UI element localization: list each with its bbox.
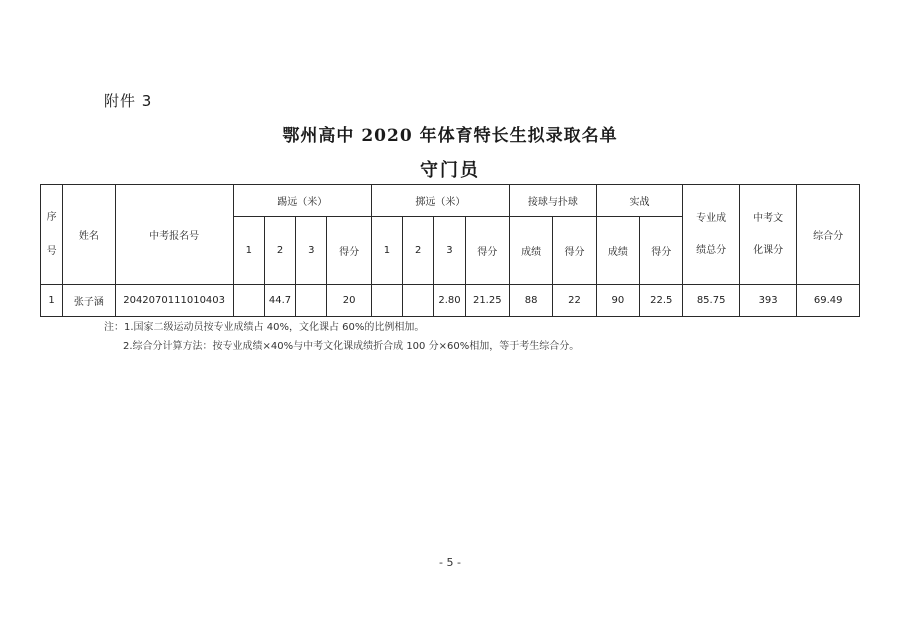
exam-no-cell: 2042070111010403 <box>115 285 233 317</box>
throw-3-header: 3 <box>434 217 465 285</box>
culture-cell: 393 <box>739 285 796 317</box>
note-2: 2.综合分计算方法：按专业成绩×40%与中考文化课成绩折合成 100 分×60%相加，等于考生综合分。 <box>123 341 580 352</box>
composite-cell: 69.49 <box>797 285 860 317</box>
admission-table <box>40 184 860 317</box>
throw-1-header: 1 <box>371 217 402 285</box>
document-title: 鄂州高中 2020 年体育特长生拟录取名单 <box>282 126 618 146</box>
pro-total-cell: 85.75 <box>683 285 739 317</box>
catch-grade-header: 成绩 <box>509 217 552 285</box>
kick-2-header: 2 <box>264 217 295 285</box>
catch-header: 接球与扑球 <box>509 185 596 217</box>
throw-2-cell <box>403 285 434 317</box>
catch-grade-cell: 88 <box>509 285 552 317</box>
throw-score-cell: 21.25 <box>465 285 509 317</box>
throw-header: 掷远（米） <box>371 185 509 217</box>
throw-2-header: 2 <box>403 217 434 285</box>
kick-3-header: 3 <box>296 217 327 285</box>
exam-no-header: 中考报名号 <box>115 185 233 285</box>
pro-total-header: 专业成 绩总分 <box>683 185 739 285</box>
kick-1-header: 1 <box>233 217 264 285</box>
culture-header: 中考文 化课分 <box>739 185 796 285</box>
name-cell: 张子涵 <box>63 285 115 317</box>
combat-score-header: 得分 <box>640 217 683 285</box>
combat-score-cell: 22.5 <box>640 285 683 317</box>
header-row-top <box>41 185 860 217</box>
catch-score-header: 得分 <box>553 217 596 285</box>
kick-1-cell <box>233 285 264 317</box>
document-subtitle: 守门员 <box>420 160 480 181</box>
seq-header: 序 号 <box>41 185 63 285</box>
table-row <box>41 285 860 317</box>
page-number: - 5 - <box>439 556 461 569</box>
kick-score-cell: 20 <box>327 285 371 317</box>
composite-header: 综合分 <box>797 185 860 285</box>
note-1: 注：1.国家二级运动员按专业成绩占 40%，文化课占 60%的比例相加。 <box>104 322 425 333</box>
attachment-label: 附件 3 <box>104 92 153 110</box>
notes <box>104 318 804 356</box>
combat-grade-header: 成绩 <box>596 217 639 285</box>
catch-score-cell: 22 <box>553 285 596 317</box>
kick-score-header: 得分 <box>327 217 371 285</box>
throw-score-header: 得分 <box>465 217 509 285</box>
kick-3-cell <box>296 285 327 317</box>
seq-cell: 1 <box>41 285 63 317</box>
name-header: 姓名 <box>63 185 115 285</box>
kick-header: 踢远（米） <box>233 185 371 217</box>
throw-1-cell <box>371 285 402 317</box>
throw-3-cell: 2.80 <box>434 285 465 317</box>
combat-header: 实战 <box>596 185 683 217</box>
kick-2-cell: 44.7 <box>264 285 295 317</box>
combat-grade-cell: 90 <box>596 285 639 317</box>
